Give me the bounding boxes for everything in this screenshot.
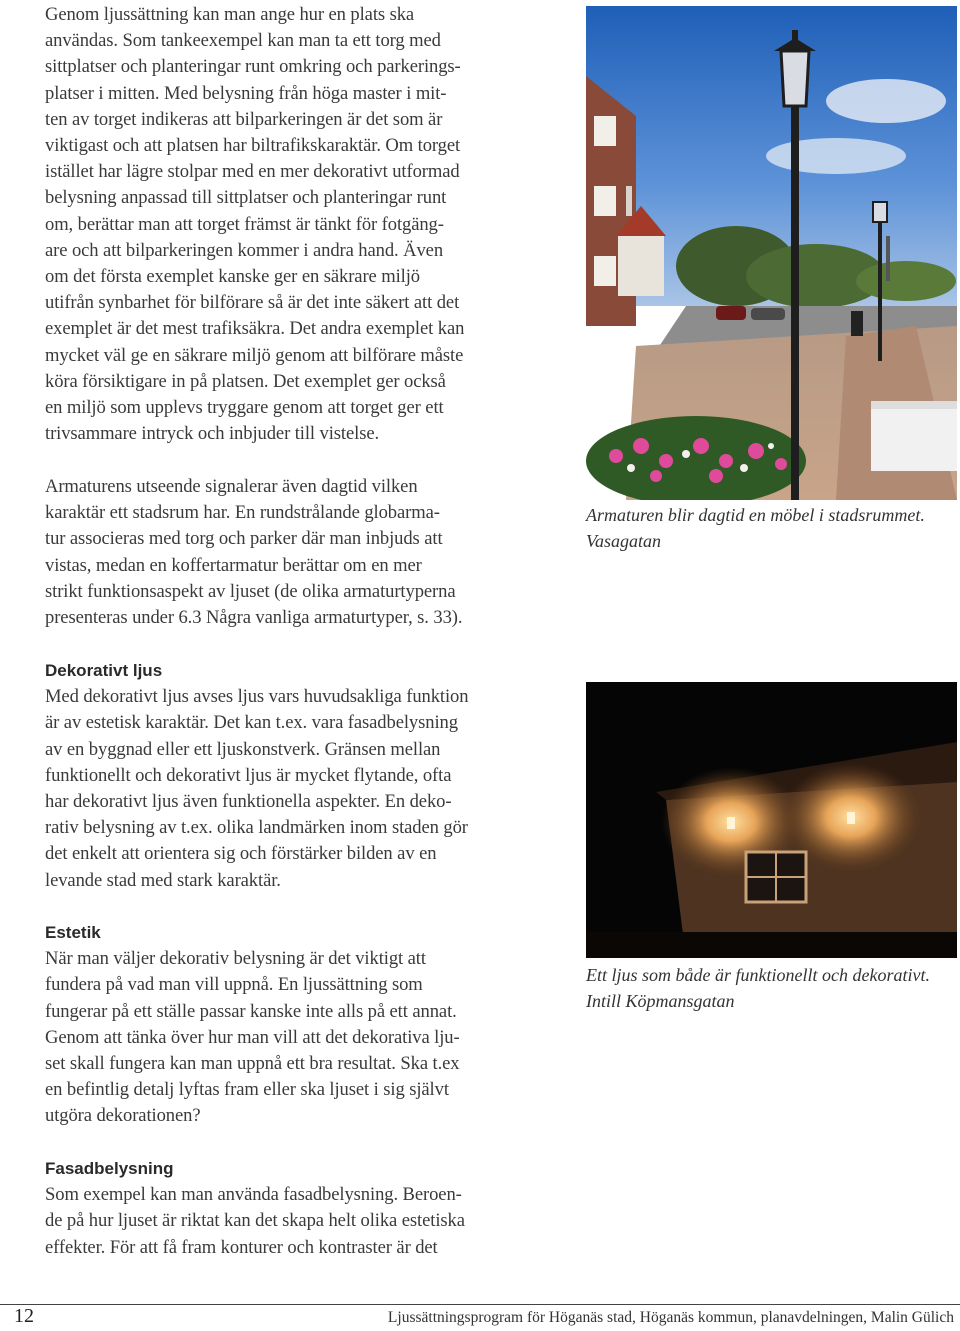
text-line: Armaturens utseende signalerar även dagtid vilken <box>45 476 418 497</box>
section-body <box>45 946 540 1129</box>
text-line: När man väljer dekorativ belysning är det viktigt att <box>45 948 426 970</box>
page-number: 12 <box>14 1305 34 1327</box>
text-line: effekter. För att få fram konturer och kontraster är det <box>45 1236 438 1258</box>
footer-divider <box>0 1304 960 1305</box>
caption-line: Intill Köpmansgatan <box>586 991 735 1011</box>
text-line: rativ belysning av t.ex. olika landmärken inom staden gör <box>45 817 468 839</box>
section-heading: Fasadbelysning <box>45 1159 174 1178</box>
street-lamp-illustration <box>586 6 957 500</box>
text-line: Som exempel kan man använda fasadbelysning. Beroen- <box>45 1184 462 1206</box>
text-line: vistas, medan en koffertarmatur berättar om en mer <box>45 554 422 576</box>
text-line: de på hur ljuset är riktat kan det skapa helt olika estetiska <box>45 1210 465 1232</box>
text-line: Med dekorativt ljus avses ljus vars huvudsakliga funktion <box>45 686 469 708</box>
text-line: fungerar på ett ställe passar kanske inte alls på ett annat. <box>45 1000 457 1022</box>
intro-text <box>45 2 540 447</box>
caption-line: Vasagatan <box>586 531 662 551</box>
text-line: exemplet är det mest trafiksäkra. Det andra exemplet kan <box>45 318 465 340</box>
text-line: viktigast och att platsen har biltrafikskaraktär. Om torget <box>45 135 461 157</box>
section-heading: Estetik <box>45 923 101 942</box>
text-line: set skall fungera kan man uppnå ett bra resultat. Ska t.ex <box>45 1053 460 1075</box>
armatures-text <box>45 474 540 631</box>
armatures-paragraph <box>45 474 540 631</box>
text-line: om, berättar man att torget främst är tänkt för fotgäng- <box>45 213 444 235</box>
text-line: presenteras under 6.3 Några vanliga armaturtyper, s. 33). <box>45 607 463 629</box>
section-body <box>45 684 540 894</box>
facade-lighting-illustration <box>586 682 957 958</box>
caption-line: Ett ljus som både är funktionellt och dekorativt. <box>586 965 930 985</box>
text-line: Genom att tänka över hur man vill att det dekorativa lju- <box>45 1026 460 1048</box>
text-line: karaktär ett stadsrum har. En rundstrålande globarma- <box>45 502 440 524</box>
text-line: tur associeras med torg och parker där man inbjuds att <box>45 528 443 550</box>
text-line: användas. Som tankeexempel kan man ta ett torg med <box>45 30 441 52</box>
section-estetik <box>45 920 540 1130</box>
text-line: istället har lägre stolpar med en mer dekorativt utformad <box>45 161 460 183</box>
caption-line: Armaturen blir dagtid en möbel i stadsrummet. <box>586 505 925 525</box>
text-line: har dekorativt ljus även funktionella aspekter. En deko- <box>45 791 452 813</box>
footer-text: Ljussättningsprogram för Höganäs stad, Höganäs kommun, planavdelningen, Malin Gülich <box>387 1309 954 1326</box>
text-line: ten av torget indikeras att bilparkeringen är det som är <box>45 108 443 130</box>
text-line: det enkelt att orientera sig och förstärker bilden av en <box>45 843 437 865</box>
section-body <box>45 1182 540 1261</box>
text-line: fundera på vad man vill uppnå. En ljussättning som <box>45 974 423 996</box>
text-line: en miljö som upplevs tryggare genom att torget ger ett <box>45 397 444 419</box>
text-line: en befintlig detalj lyftas fram eller ska ljuset i sig självt <box>45 1079 449 1101</box>
facade-lighting-photo <box>586 682 957 958</box>
intro-paragraph <box>45 2 540 447</box>
text-line: strikt funktionsaspekt av ljuset (de olika armaturtyperna <box>45 580 456 602</box>
text-line: platser i mitten. Med belysning från höga master i mit- <box>45 82 447 104</box>
photo-caption-2 <box>586 962 956 1014</box>
text-line: köra försiktigare in på platsen. Det exemplet ger också <box>45 370 446 392</box>
text-line: Genom ljussättning kan man ange hur en plats ska <box>45 4 415 25</box>
text-line: levande stad med stark karaktär. <box>45 869 281 891</box>
text-line: av en byggnad eller ett ljuskonstverk. Gränsen mellan <box>45 738 441 760</box>
text-line: sittplatser och planteringar runt omkring och parkerings- <box>45 56 461 78</box>
section-heading: Dekorativt ljus <box>45 661 163 680</box>
photo-caption-1 <box>586 502 956 554</box>
street-lamp-photo <box>586 6 957 500</box>
text-line: belysning anpassad till sittplatser och planteringar runt <box>45 187 447 209</box>
text-line: funktionellt och dekorativt ljus är mycket flytande, ofta <box>45 764 452 786</box>
section-fasadbelysning <box>45 1156 540 1261</box>
text-line: mycket väl ge en säkrare miljö genom att bilförare måste <box>45 344 464 366</box>
text-line: är av estetisk karaktär. Det kan t.ex. vara fasadbelysning <box>45 712 458 734</box>
text-line: trivsammare intryck och inbjuder till vistelse. <box>45 423 380 445</box>
section-dekorativt-ljus <box>45 658 540 894</box>
text-line: are och att bilparkeringen kommer i andra hand. Även <box>45 239 444 261</box>
text-line: utgöra dekorationen? <box>45 1105 201 1127</box>
text-line: om det första exemplet kanske ger en säkrare miljö <box>45 266 421 288</box>
text-line: utifrån synbarhet för bilförare så är det inte säkert att det <box>45 292 460 314</box>
